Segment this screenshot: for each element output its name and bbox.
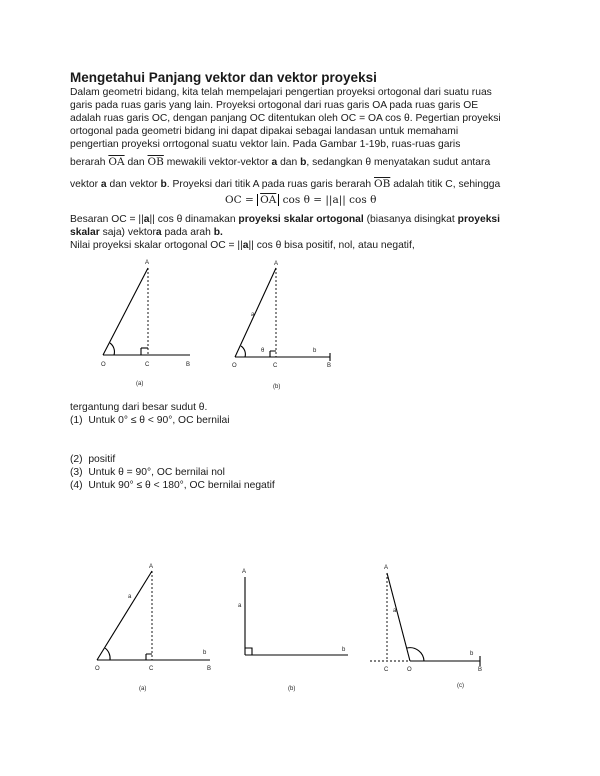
paragraph-line-1: Dalam geometri bidang, kita telah mempelajari pengertian proyeksi ortogonal dari suatu ruas	[70, 87, 492, 98]
vector-ob: $\overline{OB}$	[374, 178, 391, 190]
fig1b-label-c: C	[273, 363, 278, 369]
fig2a-vec-b: b	[203, 650, 207, 656]
paragraph-line-8: Besaran OC = ||a|| cos θ dinamakan proyeksi skalar ortogonal (biasanya disingkat proyeksi	[70, 214, 501, 225]
fig2b-vec-a: a	[238, 603, 242, 609]
fig1-caption-b: (b)	[273, 384, 281, 390]
fig2c-vector-a	[387, 573, 410, 661]
fig2a-angle-arc	[105, 648, 110, 660]
fig2b-vec-b: b	[342, 647, 346, 653]
fig2b-label-a: A	[242, 569, 247, 575]
fig1a-label-o: O	[101, 362, 106, 368]
fig2-caption-b: (b)	[288, 686, 296, 692]
fig2-caption-a: (a)	[139, 686, 147, 692]
projection-equation: OC = $\overline{OA}$ cos θ = ||a|| cos θ	[225, 194, 377, 206]
list-item-1: (1) Untuk 0° ≤ θ < 90°, OC bernilai	[70, 415, 230, 426]
fig2b-right-angle	[245, 648, 252, 655]
list-item-3: (3) Untuk θ = 90°, OC bernilai nol	[70, 467, 225, 478]
fig2a-label-b: B	[207, 666, 212, 672]
fig1b-label-o: O	[232, 363, 237, 369]
paragraph-line-4: ortogonal pada geometri bidang ini dapat dipakai sebagai landasan untuk memahami	[70, 126, 459, 137]
fig2c-label-b: B	[478, 667, 483, 673]
list-item-2: (2) positif	[70, 454, 116, 465]
fig2a-label-c: C	[149, 666, 154, 672]
fig2c-label-a: A	[384, 565, 389, 571]
fig1a-label-a: A	[145, 260, 150, 266]
fig2c-label-c: C	[384, 667, 389, 673]
fig1b-label-a: A	[274, 261, 279, 267]
fig2a-vec-a: a	[128, 594, 132, 600]
paragraph-line-7: vektor a dan vektor b. Proyeksi dari titik A pada ruas garis berarah $\overline{OB}$ adalah titik C, sehingga	[70, 178, 501, 190]
fig1a-label-c: C	[145, 362, 150, 368]
paragraph-line-10: Nilai proyeksi skalar ortogonal OC = ||a|| cos θ bisa positif, nol, atau negatif,	[70, 240, 415, 251]
vector-oa: $\overline{OA}$	[108, 156, 125, 168]
fig2a-label-o: O	[95, 666, 100, 672]
page-title: Mengetahui Panjang vektor dan vektor proyeksi	[70, 70, 377, 85]
fig2-caption-c: (c)	[457, 683, 464, 689]
fig2a-vector-a	[97, 571, 152, 660]
paragraph-line-2: garis pada ruas garis yang lain. Proyeksi ortogonal dari ruas garis OA pada ruas garis OE	[70, 100, 479, 111]
list-item-4: (4) Untuk 90° ≤ θ < 180°, OC bernilai negatif	[70, 480, 275, 491]
fig1-caption-a: (a)	[136, 381, 144, 387]
paragraph-line-9: skalar saja) vektora pada arah b.	[70, 227, 223, 238]
after-figure-text: tergantung dari besar sudut θ.	[70, 402, 208, 413]
fig1a-label-b: B	[186, 362, 191, 368]
paragraph-line-6: berarah $\overline{OA}$ dan $\overline{OB}$ mewakili vektor-vektor a dan b, sedangkan θ menyatakan sudut antara	[70, 156, 491, 168]
fig2c-label-o: O	[407, 667, 412, 673]
vector-ob: $\overline{OB}$	[147, 156, 164, 168]
paragraph-line-3: adalah ruas garis OC, dengan panjang OC ditentukan oleh OC = OA cos θ. Pegertian proyeksi	[70, 113, 501, 124]
fig1b-theta: θ	[261, 348, 265, 354]
fig1b-label-b: B	[327, 363, 332, 369]
fig2a-right-angle	[146, 654, 152, 660]
fig2a-label-a: A	[149, 564, 154, 570]
fig1b-vec-a: a	[251, 312, 255, 318]
paragraph-line-5: pengertian proyeksi orrtogonal suatu vektor lain. Pada Gambar 1-19b, ruas-ruas garis	[70, 139, 461, 150]
fig2c-vec-b: b	[470, 651, 474, 657]
fig2c-vec-a: a	[393, 608, 397, 614]
fig1b-vec-b: b	[313, 348, 317, 354]
